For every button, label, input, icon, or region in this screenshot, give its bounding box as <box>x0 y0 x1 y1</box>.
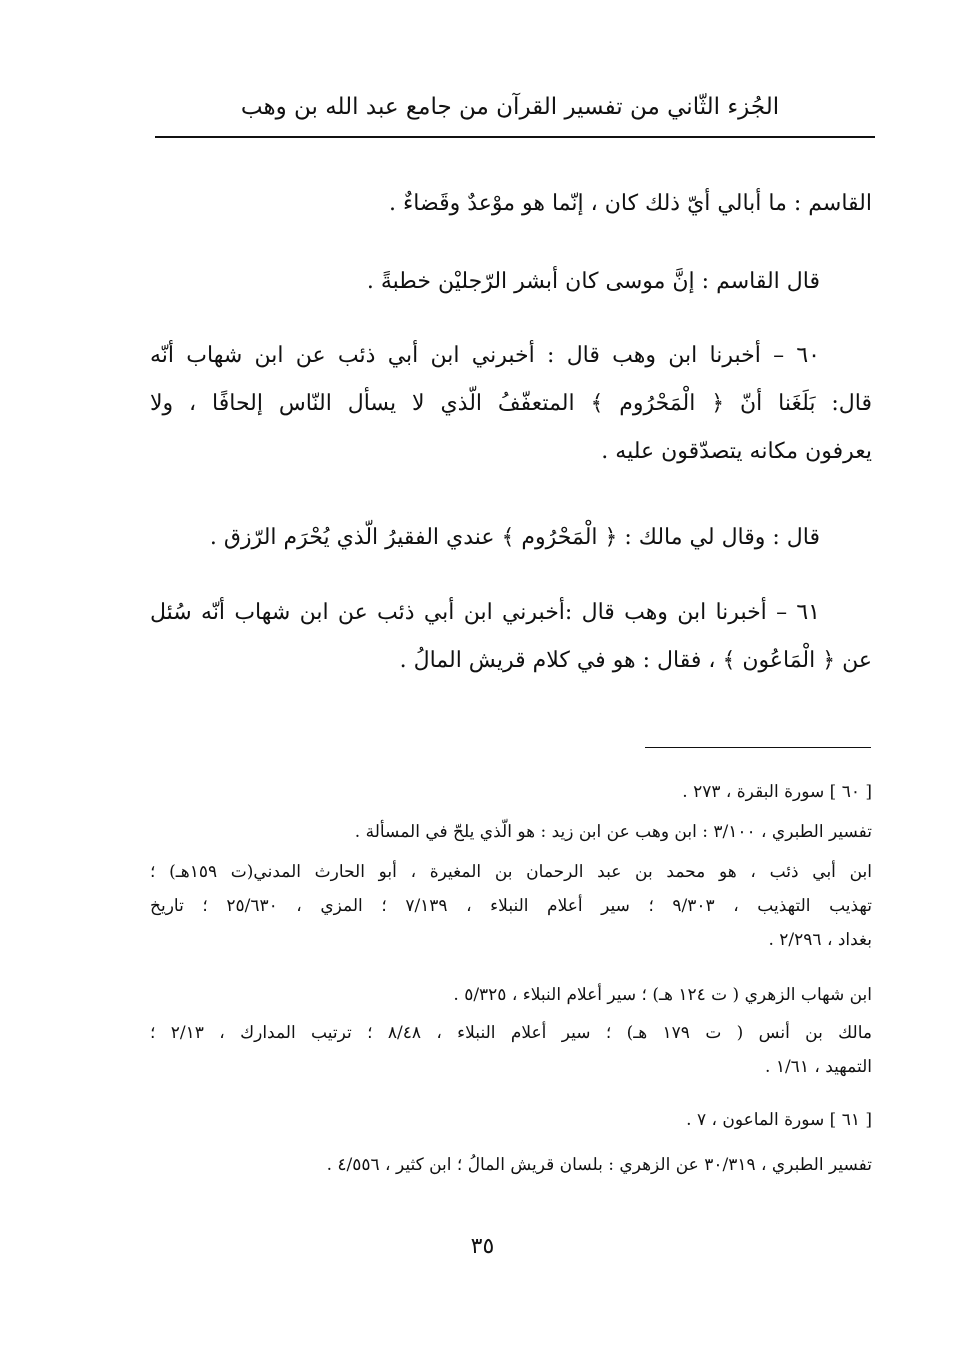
header-rule <box>155 136 875 138</box>
paragraph-qasim-2: قال القاسم : إنَّ موسى كان أبشر الرّجليْن خطبةً . <box>366 269 820 294</box>
paragraph-61-line: عن ﴿ الْمَاعُون ﴾ ، فقال : هو في كلام قريش المالُ . <box>399 648 872 673</box>
paragraph-60-line: يعرفون مكانه يتصدّقون عليه . <box>601 439 872 464</box>
paragraph-61 <box>150 589 872 685</box>
footnote-line: التمهيد ، ١/٦١ . <box>765 1057 872 1077</box>
footnote-line: ابن أبي ذئب ، هو محمد بن عبد الرحمان بن المغيرة ، أبو الحارث المدني(ت ١٥٩هـ) ؛ <box>150 862 872 882</box>
footnote-line: مالك بن أنس ( ت ١٧٩ هـ) ؛ سير أعلام النبلاء ، ٨/٤٨ ؛ ترتيب المدارك ، ٢/١٣ ؛ <box>150 1023 872 1043</box>
paragraph-61-line: ٦١ – أخبرنا ابن وهب قال :أخبرني ابن أبي ذئب عن ابن شهاب أنّه سُئل <box>150 600 820 625</box>
paragraph-60-line: ٦٠ – أخبرنا ابن وهب قال : أخبرني ابن أبي ذئب عن ابن شهاب أنّه <box>150 343 820 368</box>
paragraph-qasim-1: القاسم : ما أبالي أيّ ذلك كان ، إنّما هو موْعدٌ وقَضاءٌ . <box>388 191 872 216</box>
footnote-line: بغداد ، ٢/٢٩٦ . <box>768 930 872 950</box>
footnote-60-malik <box>150 1016 872 1084</box>
paragraph-60-line: قال: بَلَغَنا أنّ ﴿ الْمَحْرُوم ﴾ المتعفّفُ الّذي لا يسأل النّاس إلحافًا ، ولا <box>150 391 872 416</box>
footnote-60-ref: [ ٦٠ ] سورة البقرة ، ٢٧٣ . <box>682 782 872 802</box>
paragraph-malik: قال : وقال لي مالك : ﴿ الْمَحْرُوم ﴾ عندي الفقيرُ الّذي يُحْرَم الرّزق . <box>209 525 820 550</box>
page-number: ٣٥ <box>470 1234 495 1259</box>
footnote-60-zuhri: ابن شهاب الزهري ( ت ١٢٤ هـ) ؛ سير أعلام النبلاء ، ٥/٣٢٥ . <box>453 985 872 1005</box>
footnote-line: تهذيب التهذيب ، ٩/٣٠٣ ؛ سير أعلام النبلاء ، ٧/١٣٩ ؛ المزي ، ٢٥/٦٣٠ ؛ تاريخ <box>150 896 872 916</box>
paragraph-60 <box>150 332 872 476</box>
footnote-61-ref: [ ٦١ ] سورة الماعون ، ٧ . <box>686 1110 872 1130</box>
footnote-61-tabari: تفسير الطبري ، ٣٠/٣١٩ عن الزهري : بلسان قريش المالُ ؛ ابن كثير ، ٤/٥٥٦ . <box>326 1155 872 1175</box>
footnote-60-ibn-abi-dhib <box>150 855 872 957</box>
running-header: الجُزء الثّاني من تفسير القرآن من جامع عبد الله بن وهب <box>240 94 780 120</box>
footnote-60-tabari: تفسير الطبري ، ٣/١٠٠ : ابن وهب عن ابن زيد : هو الّذي يلحّ في المسألة . <box>354 822 872 842</box>
footnote-rule <box>645 747 871 748</box>
